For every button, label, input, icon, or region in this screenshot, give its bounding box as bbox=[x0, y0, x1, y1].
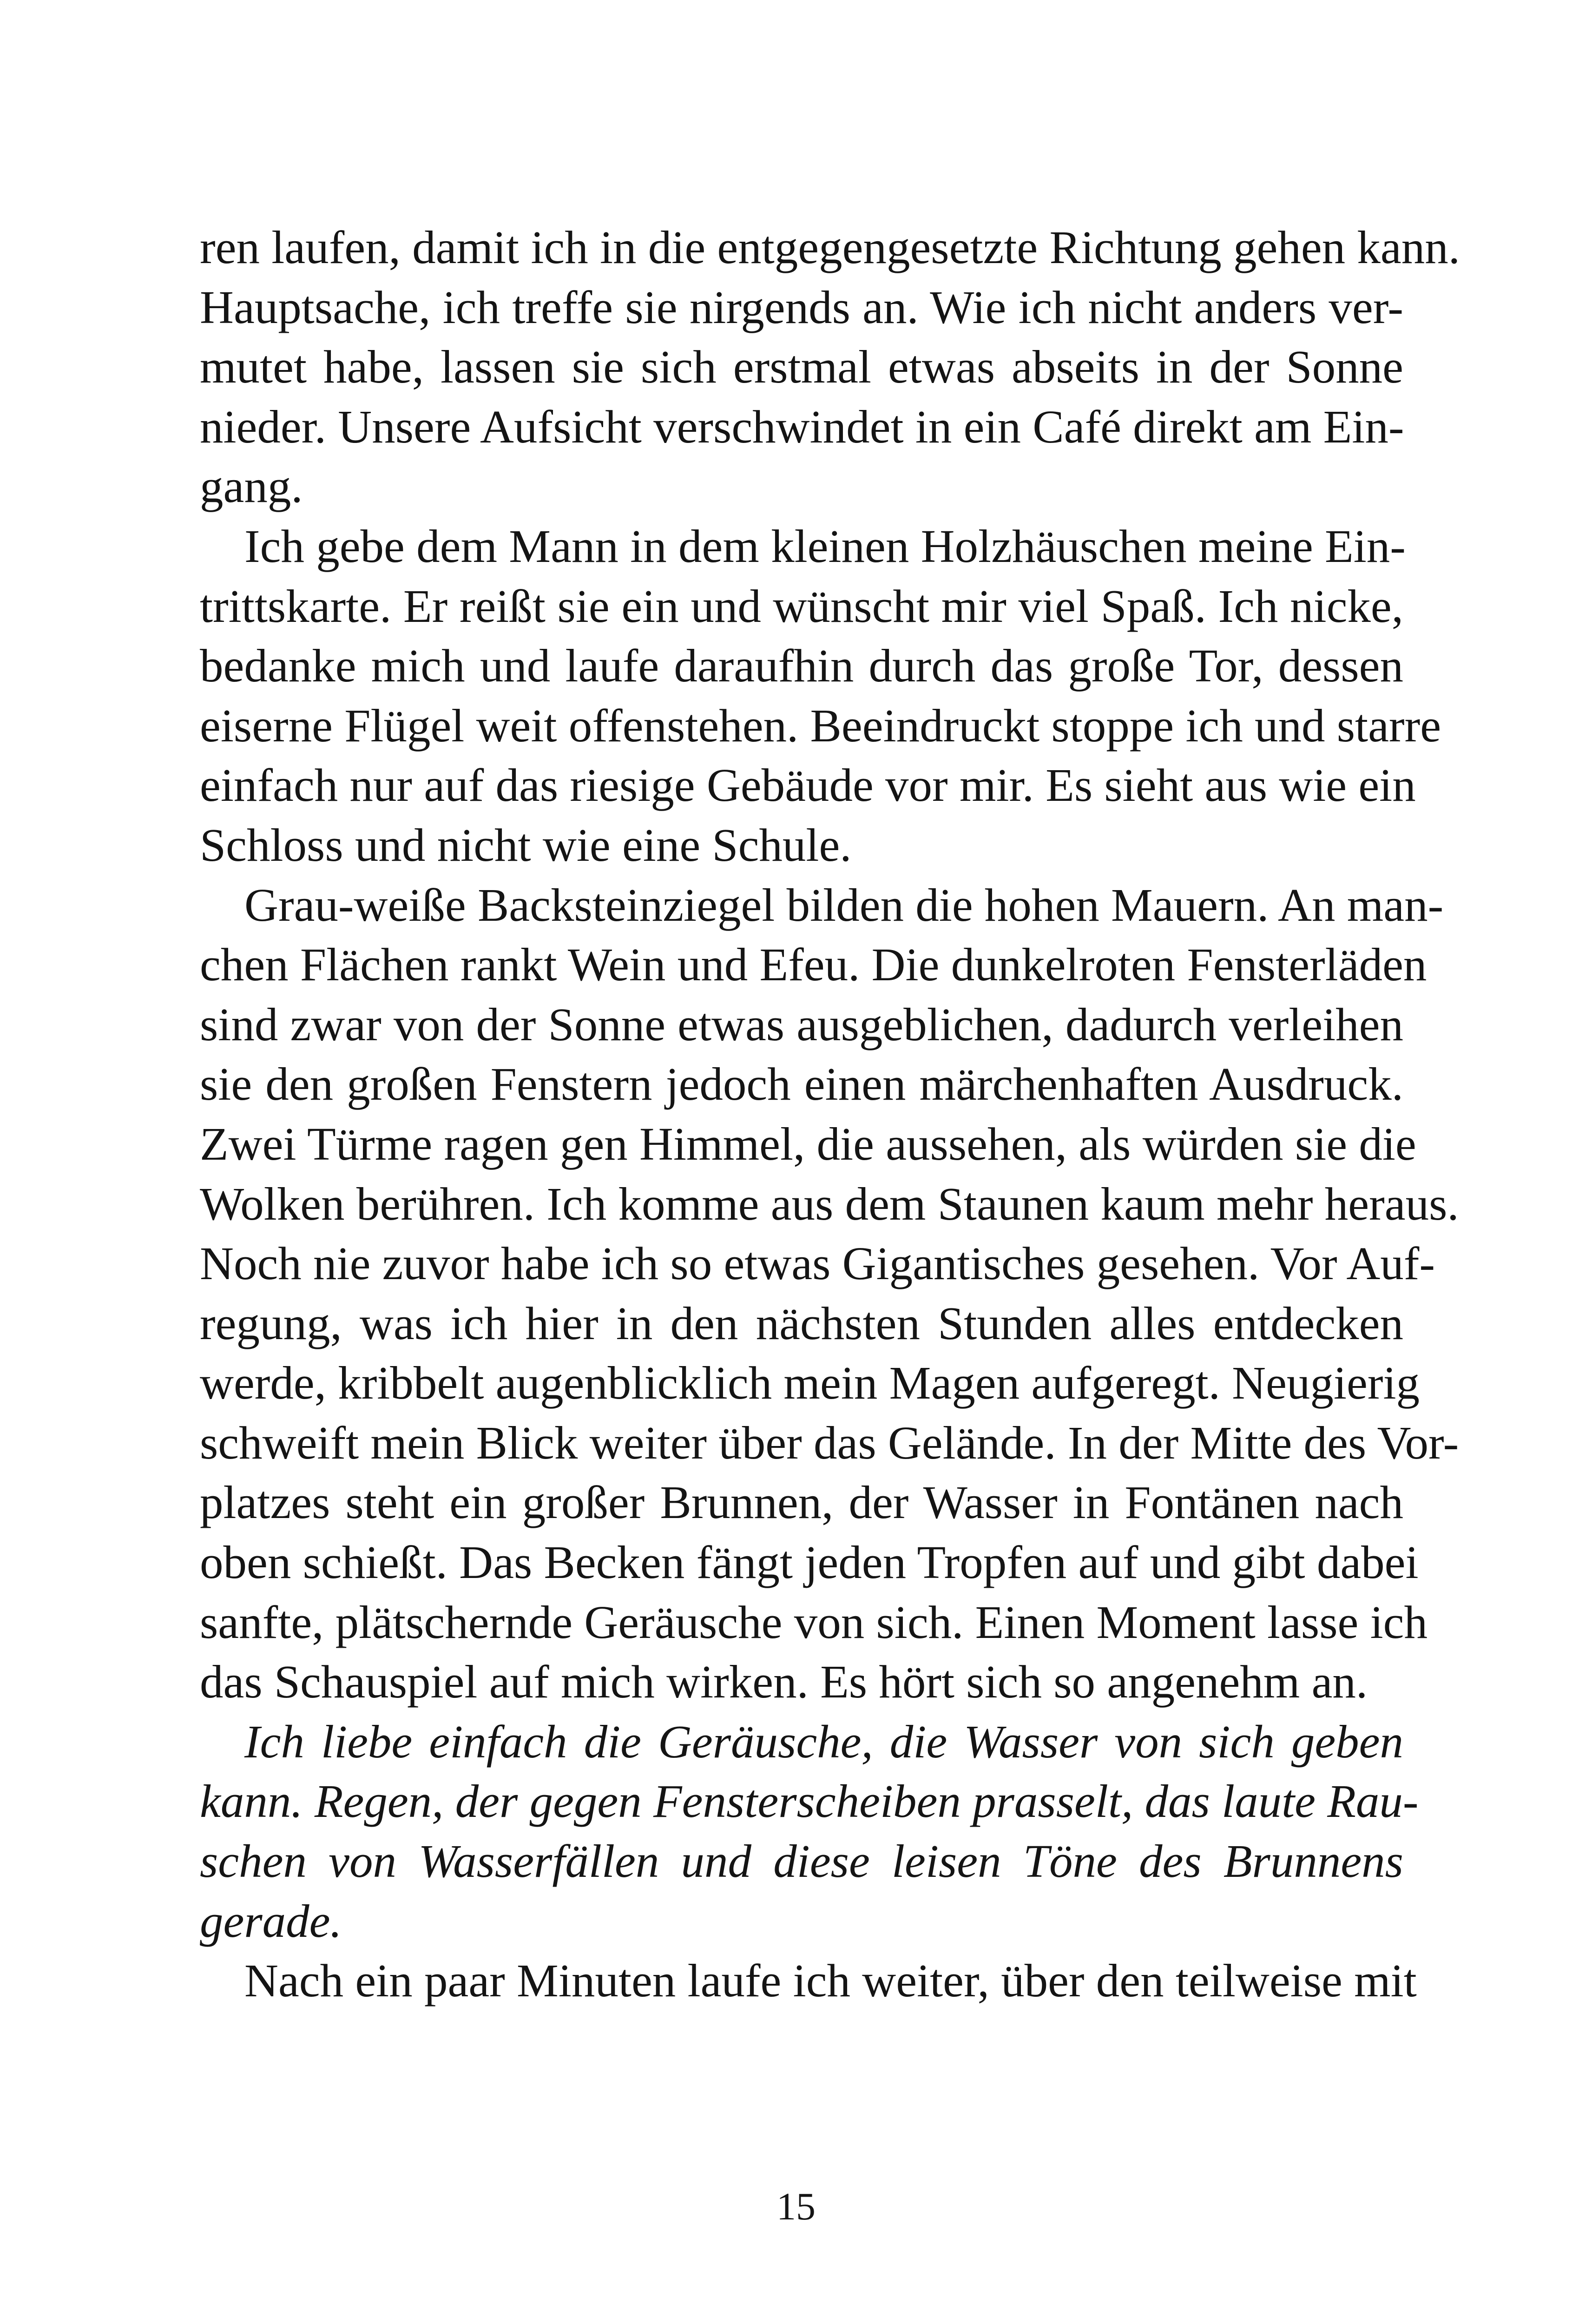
text-line: schweift mein Blick weiter über das Gelände. In der Mitte des Vor- bbox=[200, 1416, 1459, 1469]
page-number: 15 bbox=[776, 2185, 816, 2228]
text-line: oben schießt. Das Becken fängt jeden Tropfen auf und gibt dabei bbox=[200, 1536, 1419, 1589]
italic-text-line: kann. Regen, der gegen Fensterscheiben prasselt, das laute Rau- bbox=[200, 1775, 1419, 1828]
text-line: das Schauspiel auf mich wirken. Es hört sich so angenehm an. bbox=[200, 1656, 1368, 1708]
text-line: mutet habe, lassen sie sich erstmal etwas abseits in der Sonne bbox=[200, 341, 1403, 393]
text-line: Ich gebe dem Mann in dem kleinen Holzhäuschen meine Ein- bbox=[244, 520, 1406, 572]
text-line: Noch nie zuvor habe ich so etwas Gigantisches gesehen. Vor Auf- bbox=[200, 1237, 1435, 1290]
text-line: sind zwar von der Sonne etwas ausgeblichen, dadurch verleihen bbox=[200, 998, 1403, 1050]
text-line: regung, was ich hier in den nächsten Stunden alles entdecken bbox=[200, 1297, 1403, 1349]
text-line: platzes steht ein großer Brunnen, der Wasser in Fontänen nach bbox=[200, 1476, 1403, 1529]
text-line: sie den großen Fenstern jedoch einen märchenhaften Ausdruck. bbox=[200, 1058, 1403, 1110]
italic-text-line: gerade. bbox=[200, 1895, 342, 1947]
text-line: ren laufen, damit ich in die entgegengesetzte Richtung gehen kann. bbox=[200, 221, 1460, 273]
text-line: trittskarte. Er reißt sie ein und wünscht mir viel Spaß. Ich nicke, bbox=[200, 580, 1403, 632]
text-line: nieder. Unsere Aufsicht verschwindet in ein Café direkt am Ein- bbox=[200, 400, 1404, 453]
text-line: Nach ein paar Minuten laufe ich weiter, über den teilweise mit bbox=[244, 1954, 1417, 2007]
text-line: werde, kribbelt augenblicklich mein Magen aufgeregt. Neugierig bbox=[200, 1357, 1420, 1409]
text-line: Zwei Türme ragen gen Himmel, die aussehen, als würden sie die bbox=[200, 1117, 1416, 1170]
text-line: gang. bbox=[200, 460, 303, 513]
text-line: Grau-weiße Backsteinziegel bilden die hohen Mauern. An man- bbox=[244, 878, 1444, 931]
text-line: einfach nur auf das riesige Gebäude vor mir. Es sieht aus wie ein bbox=[200, 759, 1416, 812]
text-line: Hauptsache, ich treffe sie nirgends an. Wie ich nicht anders ver- bbox=[200, 281, 1403, 333]
italic-text-line: schen von Wasserfällen und diese leisen Töne des Brunnens bbox=[200, 1835, 1403, 1888]
text-line: Wolken berühren. Ich komme aus dem Staunen kaum mehr heraus. bbox=[200, 1177, 1459, 1230]
italic-text-line: Ich liebe einfach die Geräusche, die Wasser von sich geben bbox=[244, 1715, 1403, 1768]
text-line: eiserne Flügel weit offenstehen. Beeindruckt stoppe ich und starre bbox=[200, 699, 1441, 752]
text-line: sanfte, plätschernde Geräusche von sich. Einen Moment lasse ich bbox=[200, 1596, 1428, 1648]
body-text bbox=[200, 218, 1460, 2011]
text-line: Schloss und nicht wie eine Schule. bbox=[200, 819, 852, 871]
text-line: bedanke mich und laufe daraufhin durch das große Tor, dessen bbox=[200, 640, 1403, 692]
text-line: chen Flächen rankt Wein und Efeu. Die dunkelroten Fensterläden bbox=[200, 938, 1427, 991]
